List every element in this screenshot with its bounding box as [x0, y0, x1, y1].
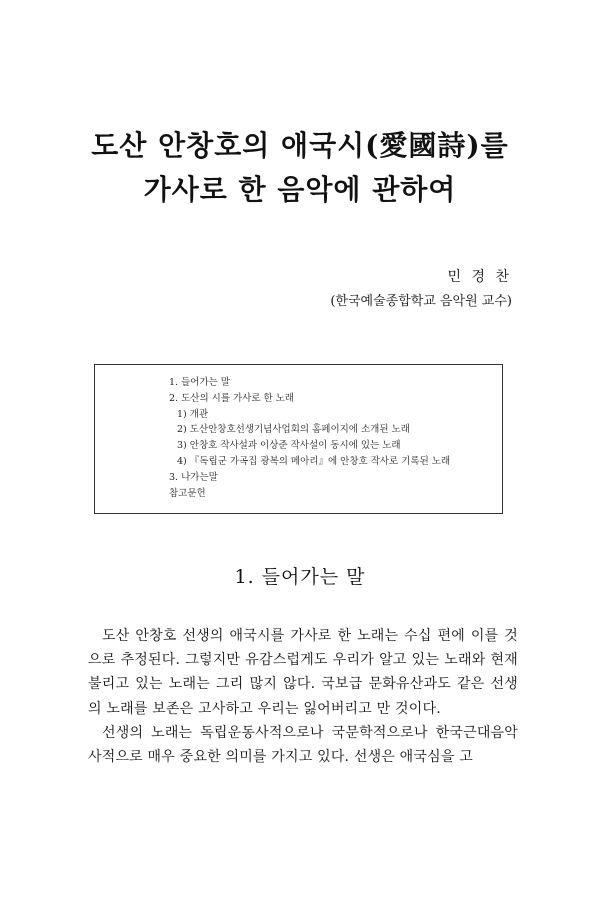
author-name: 민 경 찬 [447, 269, 512, 285]
paper-title-line-2: 가사로 한 음악에 관하여 [143, 173, 457, 206]
toc-subitem: 2) 도산안창호선생기념사업회의 홈페이지에 소개된 노래 [177, 424, 410, 436]
paper-title-line-1: 도산 안창호의 애국시(愛國詩)를 [91, 129, 509, 162]
toc-subitem: 1) 개관 [177, 408, 209, 420]
toc-item: 1. 들어가는 말 [169, 377, 230, 388]
toc-item: 참고문헌 [169, 487, 206, 499]
toc-item: 2. 도산의 시를 가사로 한 노래 [169, 392, 295, 404]
toc-subitem: 4) 『독립군 가곡집 광복의 메아리』에 안창호 작사로 기록된 노래 [177, 455, 451, 467]
toc-subitem: 3) 안창호 작사설과 이상준 작사설이 동시에 있는 노래 [177, 440, 401, 452]
table-of-contents [94, 364, 503, 514]
toc-list [169, 375, 450, 501]
toc-item: 3. 나가는말 [169, 471, 218, 483]
body-text [88, 624, 518, 769]
body-paragraph: 도산 안창호 선생의 애국시를 가사로 한 노래는 수십 편에 이를 것으로 추정된다. 그렇지만 유감스럽게도 우리가 알고 있는 노래와 현재 불리고 있는 노래는 그리 많지 않다. 국보급 문화유산과도 같은 선생의 노래를 보존은 고사하고 우리는 잃어버리고 만 것이다. [88, 628, 518, 717]
section-heading: 1. 들어가는 말 [234, 566, 366, 588]
author-affiliation: (한국예술종합학교 음악원 교수) [330, 294, 512, 309]
body-paragraph: 선생의 노래는 독립운동사적으로나 국문학적으로나 한국근대음악사적으로 매우 중요한 의미를 가지고 있다. 선생은 애국심을 고 [88, 724, 518, 766]
